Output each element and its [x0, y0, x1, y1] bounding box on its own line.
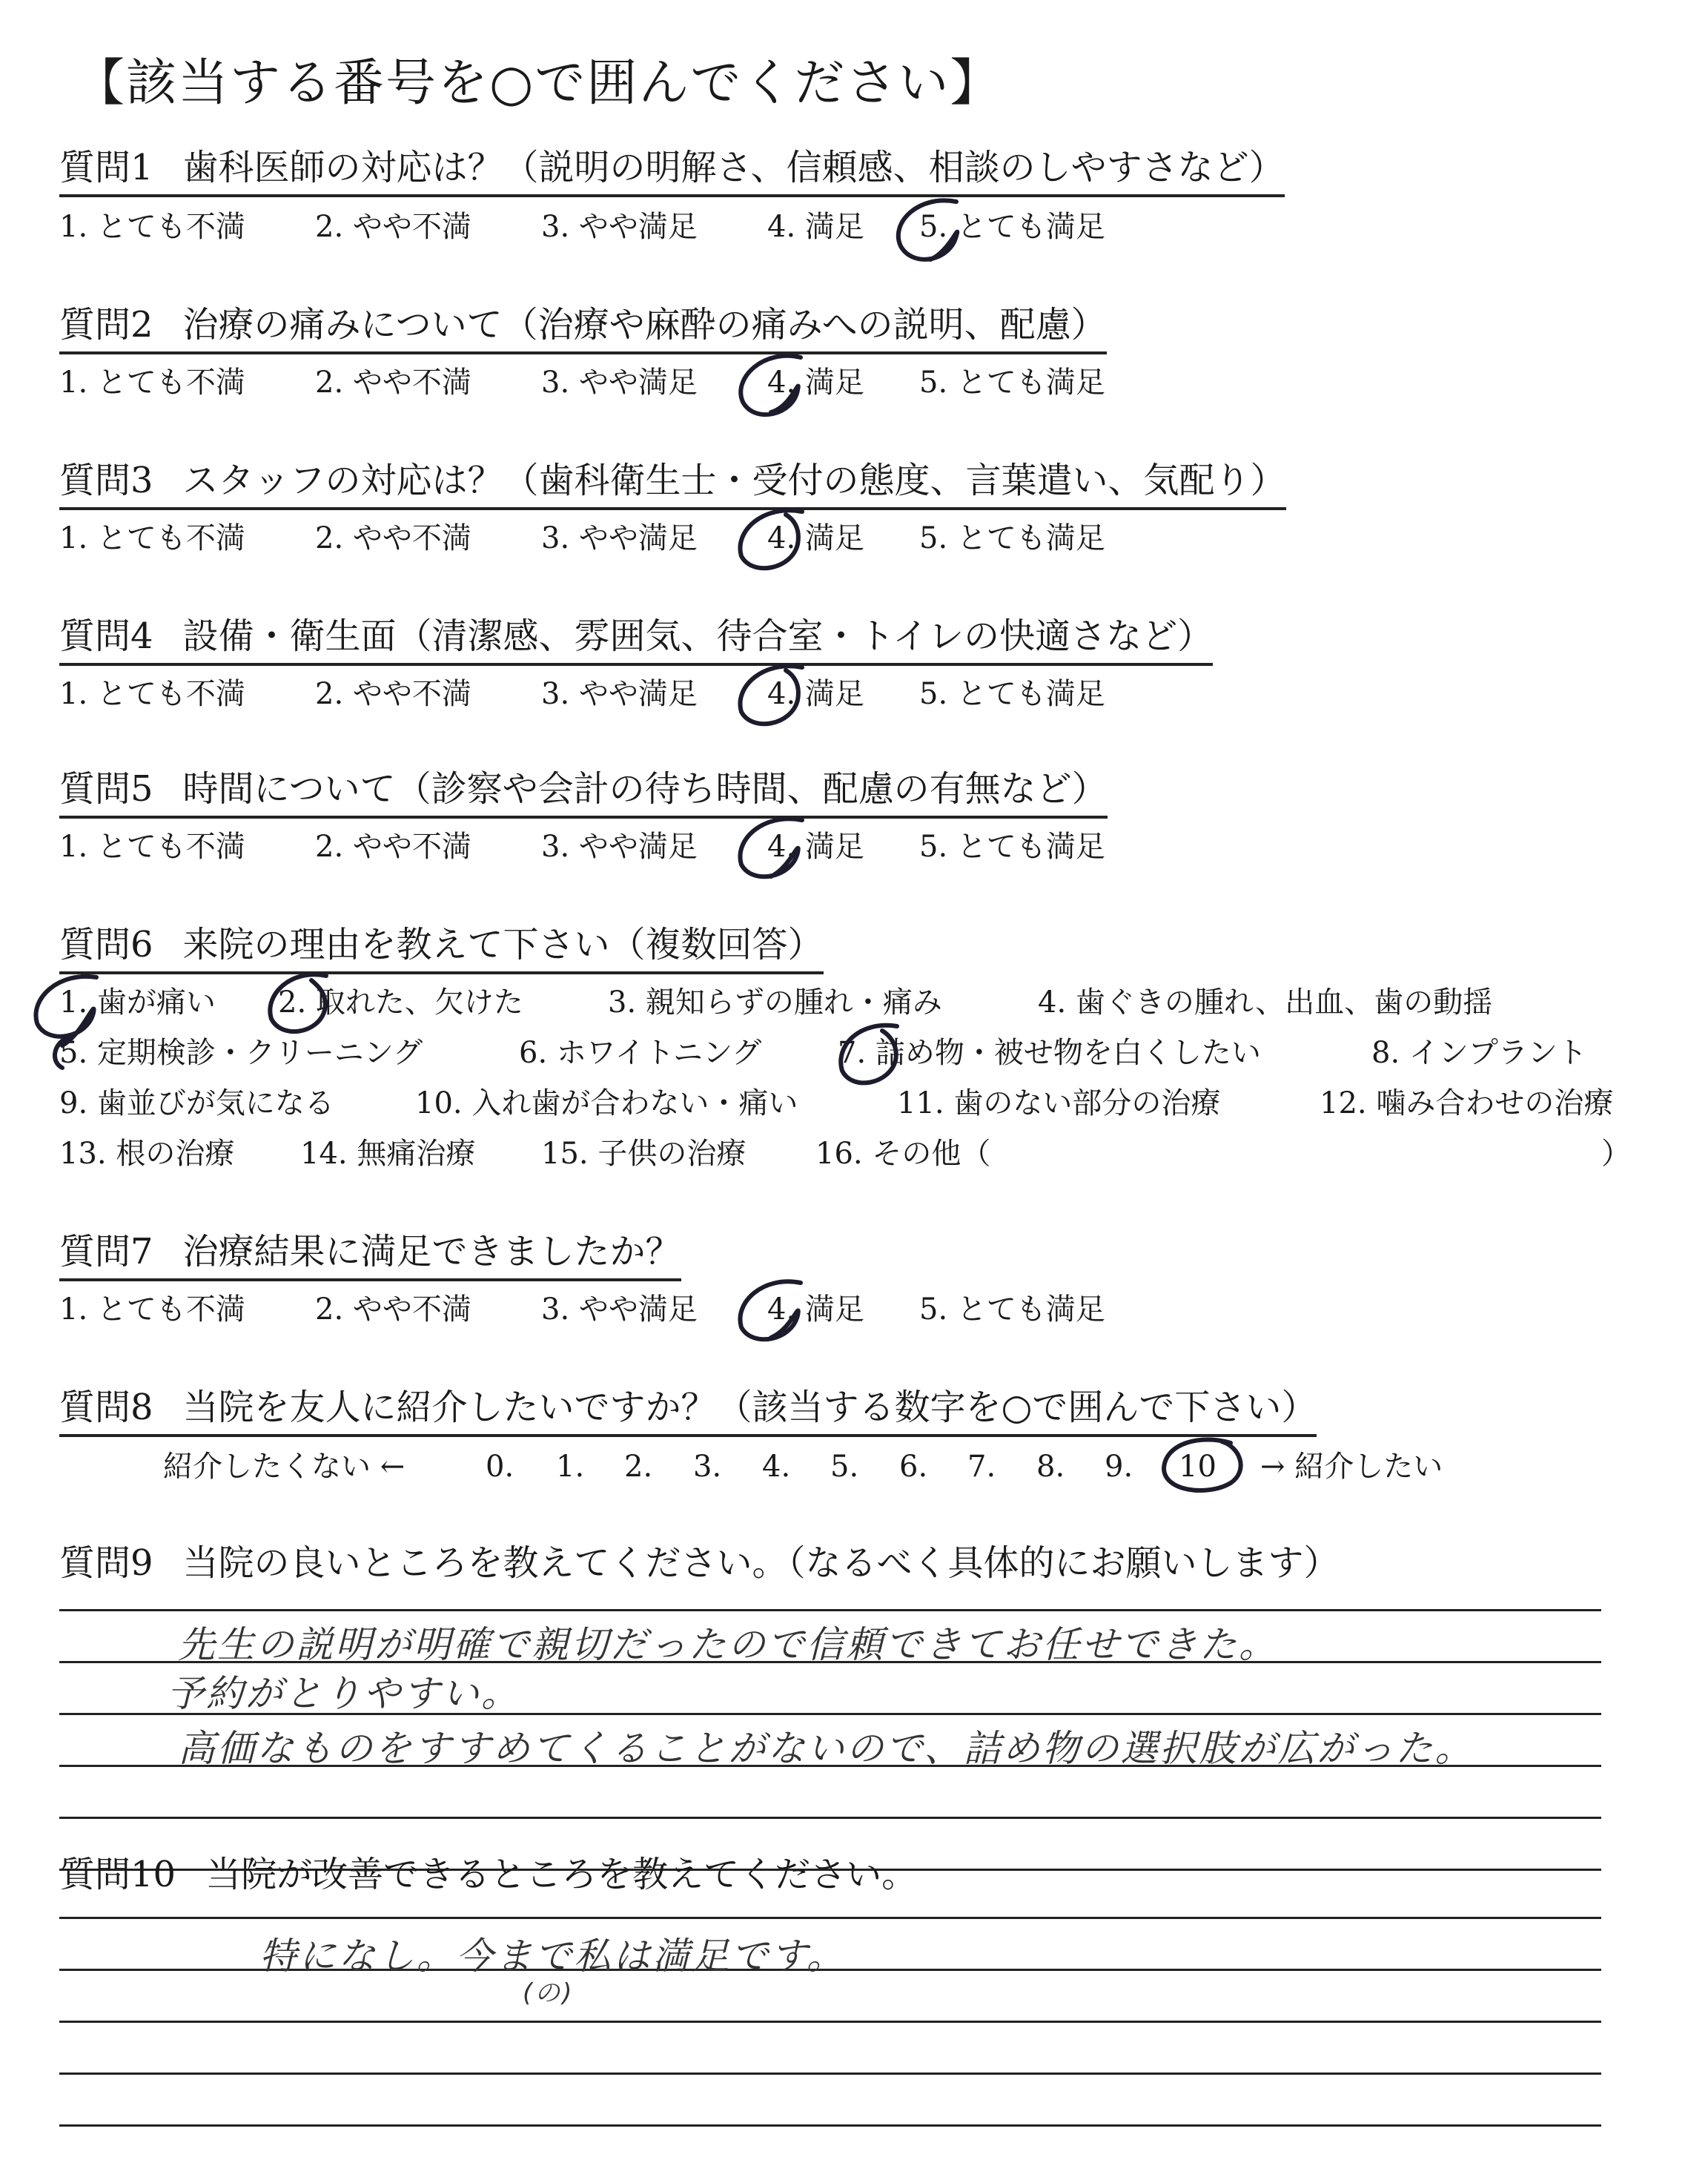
- question-text: スタッフの対応は？（歯科衛生士・受付の態度、言葉遣い、気配り）: [182, 460, 1286, 501]
- scale-10[interactable]: 10: [1179, 1450, 1217, 1484]
- handwritten-answer[interactable]: 特になし。今まで私は満足です。: [259, 1935, 846, 1978]
- option-3[interactable]: 3. やや満足: [541, 521, 698, 555]
- question-number: 質問7: [59, 1231, 153, 1272]
- handwritten-insert: (の): [523, 1978, 575, 2008]
- ruled-line: [59, 2124, 1601, 2127]
- question-text: 歯科医師の対応は？（説明の明解さ、信頼感、相談のしやすさなど）: [182, 147, 1285, 188]
- option-1[interactable]: 1. とても不満: [59, 1292, 245, 1327]
- ruled-line: [59, 1917, 1601, 1919]
- handwritten-answer-line-1[interactable]: 先生の説明が明確で親切だったので信頼できてお任せできた。: [178, 1623, 1278, 1666]
- scale-6[interactable]: 6.: [899, 1450, 928, 1484]
- option-1[interactable]: 1. 歯が痛い: [59, 985, 216, 1020]
- scale-left-label: 紹介したくない ←: [163, 1450, 406, 1484]
- question-text: 時間について（診察や会計の待ち時間、配慮の有無など）: [182, 768, 1108, 810]
- option-6[interactable]: 6. ホワイトニング: [519, 1036, 762, 1070]
- question-number: 質問4: [59, 615, 153, 657]
- ruled-line: [59, 2073, 1601, 2075]
- option-1[interactable]: 1. とても不満: [59, 366, 245, 400]
- question-text: 設備・衛生面（清潔感、雰囲気、待合室・トイレの快適さなど）: [182, 615, 1214, 657]
- option-4[interactable]: 4. 満足: [767, 830, 864, 864]
- question-3-heading: [59, 460, 1286, 510]
- question-9-heading: [59, 1542, 1340, 1590]
- question-text: 当院の良いところを教えてください。（なるべく具体的にお願いします）: [182, 1542, 1340, 1584]
- question-7-heading: [59, 1231, 681, 1281]
- option-5[interactable]: 5. とても満足: [919, 210, 1105, 244]
- option-1[interactable]: 1. とても不満: [59, 677, 245, 711]
- handwritten-answer-line-3[interactable]: 高価なものをすすめてくることがないので、詰め物の選択肢が広がった。: [178, 1727, 1474, 1770]
- scale-9[interactable]: 9.: [1105, 1450, 1133, 1484]
- question-10-heading: [59, 1854, 917, 1901]
- option-2[interactable]: 2. やや不満: [315, 830, 471, 864]
- question-6-heading: [59, 924, 824, 974]
- question-1-heading: [59, 147, 1285, 197]
- option-16[interactable]: 16. その他（: [815, 1137, 991, 1171]
- scale-right-label: → 紹介したい: [1260, 1450, 1443, 1484]
- option-3[interactable]: 3. やや満足: [541, 210, 698, 244]
- question-number: 質問9: [59, 1542, 153, 1584]
- question-number: 質問2: [59, 304, 153, 346]
- option-2[interactable]: 2. やや不満: [315, 1292, 471, 1327]
- option-1[interactable]: 1. とても不満: [59, 521, 245, 555]
- question-number: 質問3: [59, 460, 153, 501]
- option-4[interactable]: 4. 満足: [767, 210, 864, 244]
- option-12[interactable]: 12. 噛み合わせの治療: [1320, 1086, 1614, 1120]
- option-7[interactable]: 7. 詰め物・被せ物を白くしたい: [838, 1036, 1261, 1070]
- option-4[interactable]: 4. 歯ぐきの腫れ、出血、歯の動揺: [1038, 985, 1493, 1020]
- option-5[interactable]: 5. とても満足: [919, 521, 1105, 555]
- option-4[interactable]: 4. 満足: [767, 677, 864, 711]
- option-15[interactable]: 15. 子供の治療: [541, 1137, 747, 1171]
- question-text: 当院を友人に紹介したいですか？（該当する数字を○で囲んで下さい）: [182, 1387, 1317, 1428]
- option-2[interactable]: 2. やや不満: [315, 521, 471, 555]
- scale-2[interactable]: 2.: [624, 1450, 653, 1484]
- option-4[interactable]: 4. 満足: [767, 1292, 864, 1327]
- question-4-heading: [59, 615, 1213, 666]
- option-5[interactable]: 5. とても満足: [919, 830, 1105, 864]
- question-number: 質問10: [59, 1854, 176, 1895]
- option-2[interactable]: 2. 取れた、欠けた: [278, 985, 523, 1020]
- ruled-line: [59, 1609, 1601, 1611]
- option-4[interactable]: 4. 満足: [767, 366, 864, 400]
- question-text: 来院の理由を教えて下さい（複数回答）: [182, 924, 824, 965]
- scale-7[interactable]: 7.: [967, 1450, 996, 1484]
- question-text: 当院が改善できるところを教えてください。: [205, 1854, 918, 1895]
- option-11[interactable]: 11. 歯のない部分の治療: [897, 1086, 1221, 1120]
- option-2[interactable]: 2. やや不満: [315, 366, 471, 400]
- scale-8[interactable]: 8.: [1036, 1450, 1065, 1484]
- scale-4[interactable]: 4.: [762, 1450, 791, 1484]
- option-14[interactable]: 14. 無痛治療: [300, 1137, 476, 1171]
- question-number: 質問1: [59, 147, 153, 188]
- option-5[interactable]: 5. とても満足: [919, 366, 1105, 400]
- option-5[interactable]: 5. 定期検診・クリーニング: [59, 1036, 423, 1070]
- option-4[interactable]: 4. 満足: [767, 521, 864, 555]
- option-3[interactable]: 3. やや満足: [541, 830, 698, 864]
- option-1[interactable]: 1. とても不満: [59, 830, 245, 864]
- option-2[interactable]: 2. やや不満: [315, 210, 471, 244]
- question-8-heading: [59, 1387, 1317, 1437]
- question-number: 質問6: [59, 924, 153, 965]
- page-title: 【該当する番号を○で囲んでください】: [74, 54, 1002, 113]
- option-5[interactable]: 5. とても満足: [919, 1292, 1105, 1327]
- option-9[interactable]: 9. 歯並びが気になる: [59, 1086, 334, 1120]
- option-2[interactable]: 2. やや不満: [315, 677, 471, 711]
- question-number: 質問8: [59, 1387, 153, 1428]
- other-close-paren: ）: [1601, 1137, 1631, 1171]
- question-text: 治療結果に満足できましたか？: [182, 1231, 681, 1272]
- question-2-heading: [59, 304, 1107, 354]
- scale-5[interactable]: 5.: [830, 1450, 859, 1484]
- scale-3[interactable]: 3.: [693, 1450, 722, 1484]
- ruled-line: [59, 1817, 1601, 1819]
- ruled-line: [59, 2021, 1601, 2023]
- option-8[interactable]: 8. インプラント: [1371, 1036, 1587, 1070]
- option-3[interactable]: 3. やや満足: [541, 366, 698, 400]
- option-3[interactable]: 3. やや満足: [541, 677, 698, 711]
- handwritten-answer-line-2[interactable]: 予約がとりやすい。: [167, 1672, 520, 1715]
- option-10[interactable]: 10. 入れ歯が合わない・痛い: [415, 1086, 798, 1120]
- scale-1[interactable]: 1.: [556, 1450, 585, 1484]
- scale-0[interactable]: 0.: [486, 1450, 514, 1484]
- option-3[interactable]: 3. やや満足: [541, 1292, 698, 1327]
- question-text: 治療の痛みについて（治療や麻酔の痛みへの説明、配慮）: [182, 304, 1107, 346]
- question-number: 質問5: [59, 768, 153, 810]
- question-5-heading: [59, 768, 1108, 819]
- option-13[interactable]: 13. 根の治療: [59, 1137, 235, 1171]
- option-3[interactable]: 3. 親知らずの腫れ・痛み: [608, 985, 942, 1020]
- option-5[interactable]: 5. とても満足: [919, 677, 1105, 711]
- option-1[interactable]: 1. とても不満: [59, 210, 245, 244]
